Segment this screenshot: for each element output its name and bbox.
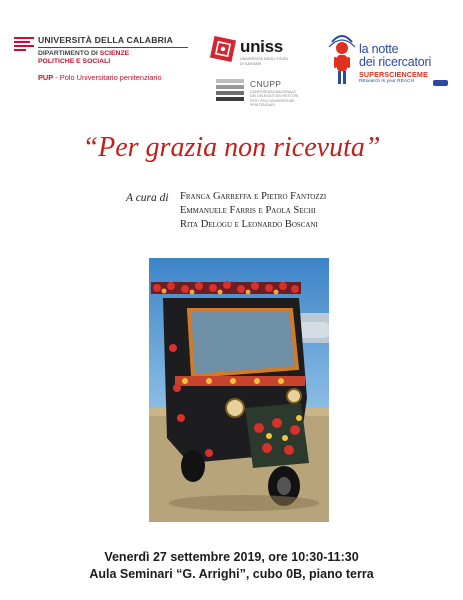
notte-title-line1: la notte: [359, 42, 399, 56]
notte-ricercatori-logo: [326, 32, 458, 92]
scientist-figure-icon: [326, 32, 358, 88]
cnupp-subtitle: CONFERENZA NAZIONALE DEI DELEGATI DEI RETTORI PER I POLI UNIVERSITARI PENITENZIARI: [250, 90, 299, 108]
unical-emblem-icon: [14, 37, 34, 51]
unical-name: UNIVERSITÀ DELLA CALABRIA: [38, 35, 174, 45]
notte-title-line2: dei ricercatori: [359, 55, 432, 69]
credit-line: Emmanuele Farris e Paola Sechi: [180, 205, 316, 216]
pup-label: PUP - Polo Universitario penitenziario: [38, 73, 162, 82]
credit-line: Franca Garreffa e Pietro Fantozzi: [180, 191, 327, 202]
unical-divider: [38, 47, 188, 48]
uniss-emblem-icon: [210, 36, 238, 64]
credits-label: A cura di: [126, 192, 169, 204]
decorated-ape-car-photo: [149, 258, 329, 522]
unical-department: DIPARTIMENTO DI SCIENZE POLITICHE E SOCIALI: [38, 50, 130, 66]
uniss-name: uniss: [240, 37, 283, 56]
uniss-logo: [210, 36, 300, 72]
cnupp-logo: [216, 77, 326, 107]
cnupp-bars-icon: [216, 79, 244, 103]
credit-line: Rita Delogu e Leonardo Boscani: [180, 219, 318, 230]
uniss-subtitle: UNIVERSITÀ DEGLI STUDI DI SASSARI: [240, 57, 288, 66]
event-date: Venerdì 27 settembre 2019, ore 10:30-11:30: [104, 550, 359, 564]
event-title: “Per grazia non ricevuta”: [82, 132, 381, 163]
eu-badge-icon: [433, 80, 448, 86]
notte-tagline: SUPERSCIENCEME: [359, 70, 428, 79]
cnupp-name: CNUPP: [250, 79, 282, 89]
event-location: Aula Seminari “G. Arrighi”, cubo 0B, piano terra: [89, 567, 374, 581]
notte-subtagline: REsearch Is your REACH: [359, 79, 414, 84]
